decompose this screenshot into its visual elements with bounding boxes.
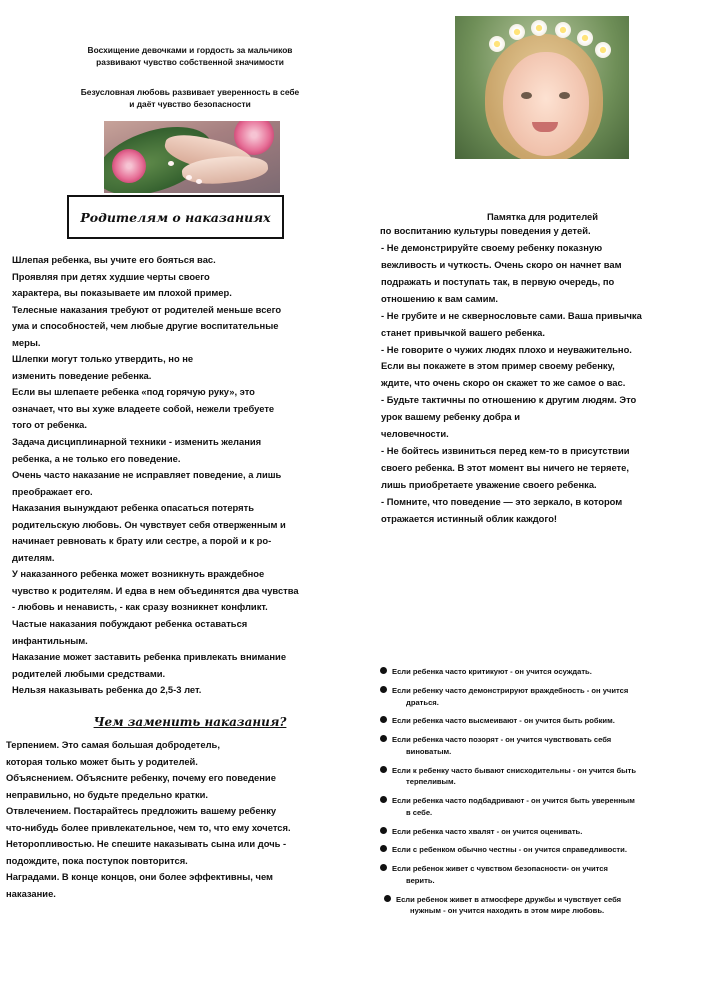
list-item — [380, 826, 705, 838]
bullet-icon — [380, 827, 387, 834]
bullet-icon — [380, 864, 387, 871]
text-line: изменить поведение ребенка. — [12, 369, 152, 381]
intro-line: Безусловная любовь развивает уверенность в себе — [80, 87, 300, 97]
text-line: отношению к вам самим. — [381, 292, 499, 304]
text-line: лишь приобретаете уважение своего ребенка. — [381, 478, 597, 490]
text-line: - любовь и ненависть, - как сразу возникнет конфликт. — [12, 601, 268, 613]
text-line: Шлепки могут только утвердить, но не — [12, 353, 194, 365]
text-line: неправильно, но будьте предельно кратки. — [6, 788, 209, 800]
text-line: инфантильным. — [12, 634, 88, 646]
list-item-text: Если с ребенком обычно честны - он учится справедливости. — [392, 845, 627, 855]
list-item-continuation: драться. — [406, 697, 439, 707]
text-line: - Не бойтесь извиниться перед кем-то в присутствии — [381, 445, 630, 457]
list-item-text: Если ребенку часто демонстрируют враждебность - он учится — [392, 685, 629, 695]
text-line: Если вы шлепаете ребенка «под горячую руку», это — [12, 386, 255, 398]
list-item — [380, 666, 705, 678]
bullet-icon — [380, 735, 387, 742]
bullet-icon — [384, 895, 391, 902]
text-line: Наградами. В конце концов, они более эффективны, чем — [6, 871, 273, 883]
list-item — [380, 795, 705, 819]
text-line: ребенка, а не только его поведение. — [12, 452, 181, 464]
list-item — [384, 894, 705, 918]
text-line: родителей любыми средствами. — [12, 667, 166, 679]
hands-photo — [104, 121, 280, 193]
text-line: Нельзя наказывать ребенка до 2,5-3 лет. — [12, 684, 202, 696]
text-line: - Не демонстрируйте своему ребенку показную — [381, 242, 603, 253]
list-item — [380, 844, 705, 856]
text-line: означает, что вы хуже владеете собой, нежели требуете — [12, 402, 275, 414]
page-title: Родителям о наказаниях — [80, 209, 271, 225]
text-line: преображает его. — [12, 485, 93, 497]
text-line: вежливость и чуткость. Очень скоро он начнет вам — [381, 258, 622, 270]
text-line: - Будьте тактичны по отношению к другим людям. Это — [381, 394, 637, 406]
text-line: - Не грубите и не сквернословьте сами. Ваша привычка — [381, 309, 642, 321]
text-line: наказание. — [6, 887, 56, 899]
bullet-icon — [380, 766, 387, 773]
punishment-text — [12, 252, 362, 699]
memo-heading-line2: по воспитанию культуры поведения у детей. — [380, 224, 591, 236]
text-line: Частые наказания побуждают ребенка оставаться — [12, 618, 248, 630]
bullet-icon — [380, 845, 387, 852]
list-item-text: Если ребенок живет с чувством безопасности- он учится — [392, 864, 608, 874]
text-line: Объяснением. Объясните ребенку, почему его поведение — [6, 772, 276, 784]
intro-text-1 — [40, 44, 340, 68]
text-line: Если вы покажете в этом пример своему ребенку, — [381, 360, 615, 372]
intro-line: развивают чувство собственной значимости — [96, 57, 284, 68]
text-line: Неторопливостью. Не спешите наказывать сына или дочь - — [6, 838, 287, 850]
list-item-continuation: нужным - он учится находить в этом мире любовь. — [410, 906, 605, 916]
text-line: родительскую любовь. Он чувствует себя отверженным и — [12, 518, 286, 530]
bullet-list — [380, 666, 705, 924]
text-line: что-нибудь более привлекательное, чем то, что ему хочется. — [6, 821, 291, 833]
text-line: своего ребенка. В этот момент вы ничего не теряете, — [381, 461, 629, 473]
list-item-continuation: в себе. — [406, 807, 433, 817]
text-line: - Не говорите о чужих людях плохо и неуважительно. — [381, 343, 632, 355]
text-line: того от ребенка. — [12, 419, 87, 431]
text-line: дителям. — [12, 551, 55, 563]
text-line: Отвлечением. Постарайтесь предложить вашему ребенку — [6, 805, 277, 817]
list-item-text: Если ребенка часто высмеивают - он учится быть робким. — [392, 716, 615, 726]
title-box — [67, 195, 284, 239]
bullet-icon — [380, 716, 387, 723]
text-line: урок вашему ребенку добра и — [381, 411, 520, 423]
memo-heading — [380, 210, 705, 237]
text-line: подражать и поступать так, в первую очередь, по — [381, 275, 615, 287]
intro-text-2 — [40, 86, 340, 110]
text-line: Наказания вынуждают ребенка опасаться потерять — [12, 502, 254, 514]
text-line: ждите, что очень скоро он скажет то же самое о вас. — [381, 377, 626, 389]
list-item-text: Если ребенка часто подбадривают - он учится быть уверенным — [392, 796, 635, 806]
list-item — [380, 765, 705, 789]
list-item — [380, 734, 705, 758]
list-item-text: Если к ребенку часто бывают снисходительны - он учится быть — [392, 765, 637, 775]
girl-photo — [455, 16, 629, 159]
text-line: ума и способностей, чем любые другие воспитательные — [12, 320, 279, 332]
text-line: которая только может быть у родителей. — [6, 755, 198, 767]
memo-heading-line1: Памятка для родителей — [486, 211, 599, 222]
list-item-text: Если ребенка часто позорят - он учится чувствовать себя — [392, 735, 612, 745]
text-line: Терпением. Это самая большая добродетель, — [6, 739, 220, 750]
list-item-text: Если ребенка часто критикуют - он учится осуждать. — [392, 667, 592, 676]
list-item-text: Если ребенка часто хвалят - он учится оценивать. — [392, 826, 583, 836]
text-line: Задача дисциплинарной техники - изменить желания — [12, 436, 262, 448]
text-line: - Помните, что поведение — это зеркало, в котором — [381, 495, 623, 507]
text-line: Наказание может заставить ребенка привлекать внимание — [12, 651, 287, 663]
text-line: станет привычкой вашего ребенка. — [381, 326, 545, 338]
memo-text — [381, 240, 711, 528]
text-line: начинает ревновать к брату или сестре, а порой и к ро- — [12, 535, 272, 547]
intro-line: и даёт чувство безопасности — [129, 99, 251, 110]
text-line: Очень часто наказание не исправляет поведение, а лишь — [12, 469, 282, 481]
text-line: меры. — [12, 336, 41, 348]
text-line: характера, вы показываете им плохой пример. — [12, 287, 232, 299]
intro-line: Восхищение девочками и гордость за мальчиков — [87, 45, 293, 55]
text-line: человечности. — [381, 428, 449, 440]
list-item-continuation: терпеливым. — [406, 777, 456, 787]
text-line: Телесные наказания требуют от родителей меньше всего — [12, 303, 282, 315]
bullet-icon — [380, 667, 387, 674]
text-line: У наказанного ребенка может возникнуть враждебное — [12, 568, 265, 580]
text-line: отражается истинный облик каждого! — [381, 512, 558, 524]
bullet-icon — [380, 796, 387, 803]
text-line: подождите, пока поступок повторится. — [6, 854, 188, 866]
list-item — [380, 685, 705, 709]
list-item-text: Если ребенок живет в атмосфере дружбы и чувствует себя — [396, 894, 622, 904]
replace-heading: Чем заменить наказания? — [93, 715, 287, 729]
bullet-icon — [380, 686, 387, 693]
list-item — [380, 863, 705, 887]
replace-text — [6, 737, 366, 902]
text-line: чувство к родителям. И едва в нем объединятся два чувства — [12, 584, 299, 596]
list-item-continuation: верить. — [406, 875, 435, 885]
text-line: Проявляя при детях худшие черты своего — [12, 270, 210, 282]
list-item — [380, 715, 705, 727]
text-line: Шлепая ребенка, вы учите его бояться вас. — [12, 254, 216, 265]
list-item-continuation: виноватым. — [406, 746, 452, 756]
